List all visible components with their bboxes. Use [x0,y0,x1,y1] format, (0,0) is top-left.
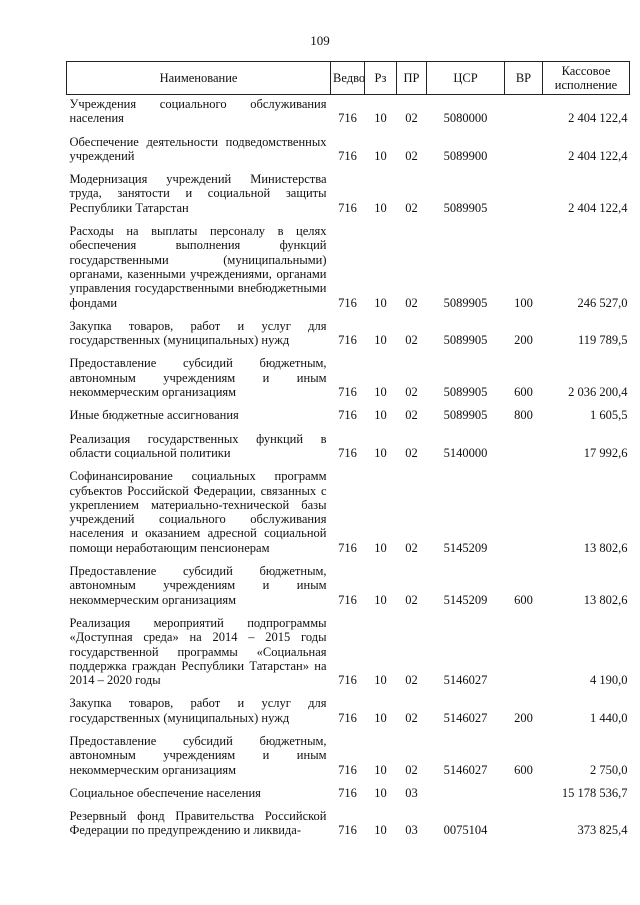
row-rz: 10 [374,445,387,460]
row-rz: 10 [374,762,387,777]
row-csr: 5145209 [443,592,488,607]
row-vr [505,423,543,461]
row-ved: 716 [338,111,357,126]
row-csr [427,777,505,800]
row-pr: 02 [405,673,418,688]
row-vr [505,607,543,687]
row-name: Модернизация учреждений Министерства труда, занятости и социальной защиты Республики Татарстан [69,172,327,215]
col-header-pr: ПР [397,62,427,95]
table-row [67,399,630,422]
row-csr: 5089905 [443,200,488,215]
row-pr: 02 [405,333,418,348]
row-pr: 02 [405,445,418,460]
row-name: Предоставление субсидий бюджетным, автономным учреждениям и иным некоммерческим организациям [69,356,327,400]
row-amount: 2 036 200,4 [568,385,628,400]
row-pr: 02 [405,710,418,725]
table-row [67,163,630,215]
table-row [67,126,630,164]
col-header-csr: ЦСР [427,62,505,95]
page-number: 109 [310,33,330,48]
row-name: Резервный фонд Правительства Российской Федерации по предупреждению и ликвида- [69,809,327,838]
table-row [67,310,630,348]
row-amount: 2 404 122,4 [568,200,628,215]
row-vr [505,460,543,555]
row-vr [505,800,543,838]
row-amount: 2 750,0 [590,762,628,777]
row-amount: 373 825,4 [577,823,628,838]
row-vr: 600 [514,762,533,777]
row-rz: 10 [374,295,387,310]
row-ved: 716 [338,710,357,725]
row-amount: 119 789,5 [577,333,628,348]
row-name: Обеспечение деятельности подведомственных учреждений [69,134,327,163]
row-vr: 600 [514,592,533,607]
row-name: Закупка товаров, работ и услуг для государственных (муниципальных) нужд [69,696,327,725]
row-ved: 716 [338,592,357,607]
row-amount: 1 440,0 [590,710,628,725]
row-rz: 10 [374,823,387,838]
row-amount: 2 404 122,4 [568,111,628,126]
row-pr: 02 [405,540,418,555]
row-rz: 10 [374,785,387,800]
row-rz: 10 [374,385,387,400]
table-row [67,95,630,126]
row-csr: 0075104 [443,823,488,838]
row-amount: 13 802,6 [583,592,628,607]
row-pr: 02 [405,385,418,400]
row-ved: 716 [338,408,357,423]
row-name: Социальное обеспечение населения [69,785,261,800]
row-vr: 600 [514,385,533,400]
row-ved: 716 [338,673,357,688]
row-csr: 5146027 [443,710,488,725]
budget-table [66,61,630,838]
row-ved: 716 [338,148,357,163]
row-ved: 716 [338,762,357,777]
row-vr: 200 [514,333,533,348]
row-name: Закупка товаров, работ и услуг для государственных (муниципальных) нужд [69,318,327,348]
row-pr: 02 [405,295,418,310]
row-ved: 716 [338,823,357,838]
row-ved: 716 [338,785,357,800]
table-row [67,423,630,461]
row-vr [505,126,543,164]
row-amount: 17 992,6 [583,445,628,460]
row-rz: 10 [374,673,387,688]
row-amount: 246 527,0 [577,295,628,310]
row-csr: 5140000 [443,445,488,460]
row-name: Реализация государственных функций в области социальной политики [69,431,327,460]
table-row [67,460,630,555]
row-ved: 716 [338,333,357,348]
table-row [67,687,630,725]
row-ved: 716 [338,445,357,460]
row-vr [505,777,543,800]
row-vr [505,163,543,215]
row-name: Учреждения социального обслуживания населения [69,97,327,126]
row-pr: 02 [405,592,418,607]
row-pr: 02 [405,762,418,777]
table-row [67,347,630,399]
row-name: Предоставление субсидий бюджетным, автономным учреждениям и иным некоммерческим организациям [69,564,327,607]
row-rz: 10 [374,333,387,348]
row-pr: 02 [405,111,418,126]
row-ved: 716 [338,540,357,555]
row-pr: 02 [405,200,418,215]
row-pr: 03 [405,785,418,800]
col-header-vr: ВР [505,62,543,95]
col-header-name: Наименование [67,62,331,95]
col-header-rz: Рз [365,62,397,95]
table-row [67,777,630,800]
row-csr: 5089905 [443,385,488,400]
row-amount: 13 802,6 [583,540,628,555]
row-amount: 4 190,0 [590,673,628,688]
row-ved: 716 [338,295,357,310]
row-ved: 716 [338,385,357,400]
row-pr: 02 [405,408,418,423]
row-pr: 02 [405,148,418,163]
row-csr: 5089905 [443,408,488,423]
table-row [67,800,630,838]
row-amount: 15 178 536,7 [561,785,628,800]
row-rz: 10 [374,200,387,215]
row-ved: 716 [338,200,357,215]
row-rz: 10 [374,592,387,607]
table-header-row [67,62,630,95]
table-row [67,725,630,777]
row-name: Предоставление субсидий бюджетным, автономным учреждениям и иным некоммерческим организациям [69,733,327,777]
row-pr: 03 [405,823,418,838]
row-vr: 100 [514,295,533,310]
row-csr: 5089900 [443,148,488,163]
row-amount: 2 404 122,4 [568,148,628,163]
row-rz: 10 [374,111,387,126]
col-header-amount: Кассовое исполнение [543,62,630,95]
row-rz: 10 [374,710,387,725]
row-rz: 10 [374,408,387,423]
row-csr: 5080000 [443,111,488,126]
row-vr: 800 [514,408,533,423]
row-csr: 5089905 [443,295,488,310]
col-header-ved: Ведво [331,62,365,95]
table-row [67,555,630,607]
row-name: Расходы на выплаты персоналу в целях обеспечения выполнения функций государственными (муниципальными) органами, казенными учреждениями, органами управления государственными внебюджетными фондами [69,224,327,310]
row-csr: 5145209 [443,540,488,555]
row-vr [505,95,543,126]
row-vr: 200 [514,710,533,725]
table-row [67,215,630,310]
row-name: Иные бюджетные ассигнования [69,408,239,423]
row-amount: 1 605,5 [590,408,628,423]
row-rz: 10 [374,540,387,555]
row-name: Софинансирование социальных программ субъектов Российской Федерации, связанных с укреплением материально-технической базы учреждений социального обслуживания населения и оказанием адресной социальной помощи неработающим пенсионерам [69,469,327,555]
table-row [67,607,630,687]
row-csr: 5146027 [443,673,488,688]
row-csr: 5146027 [443,762,488,777]
row-rz: 10 [374,148,387,163]
row-csr: 5089905 [443,333,488,348]
row-name: Реализация мероприятий подпрограммы «Доступная среда» на 2014 – 2015 годы государственной программы «Социальная поддержка граждан Республики Татарстан» на 2014 – 2020 годы [69,615,327,688]
